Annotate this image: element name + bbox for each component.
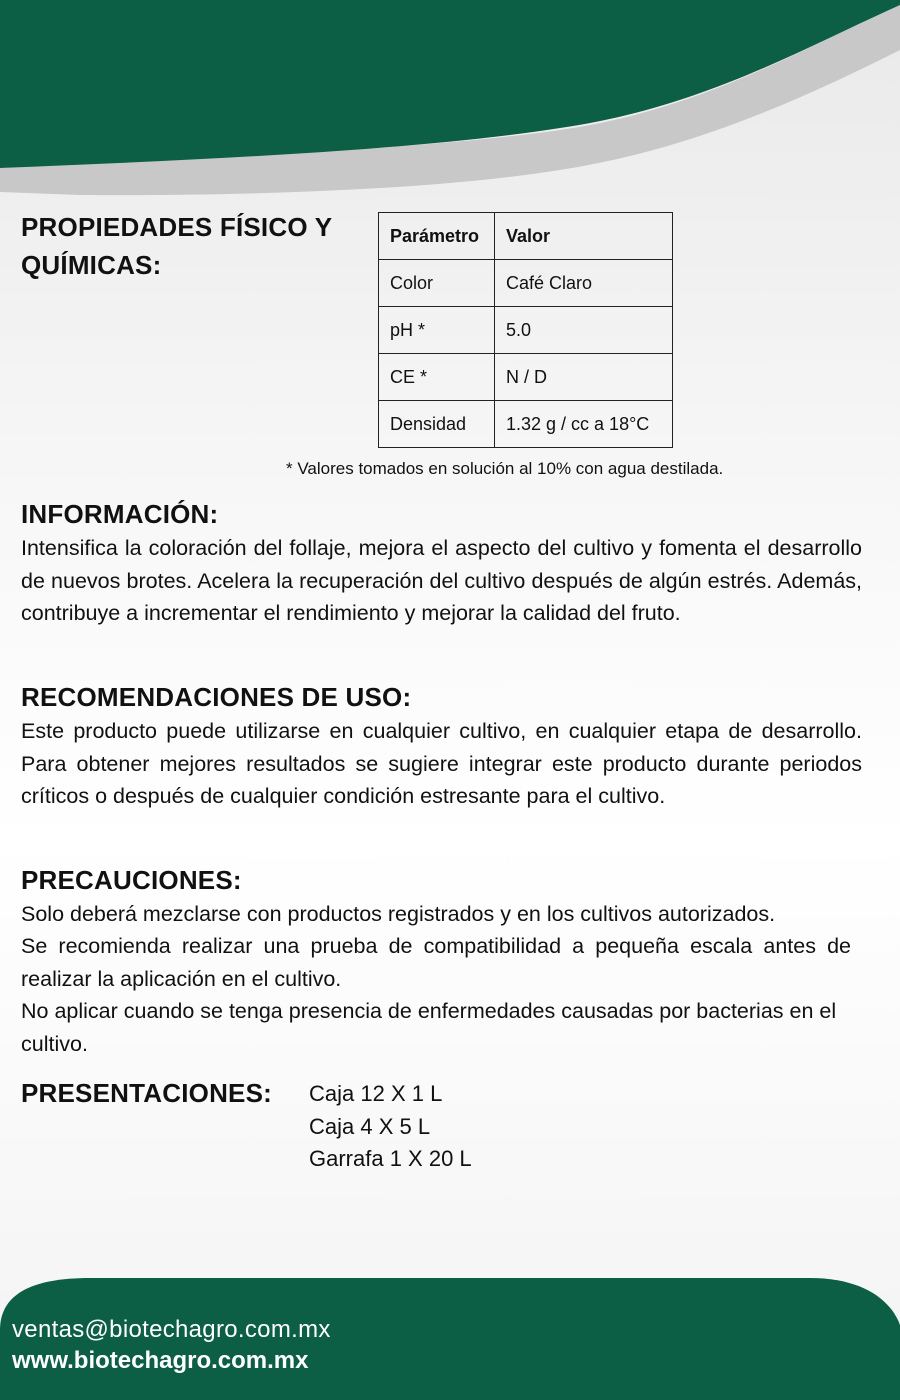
table-cell: N / D [495, 354, 673, 401]
list-item: Caja 4 X 5 L [309, 1113, 431, 1139]
informacion-title: INFORMACIÓN: [21, 499, 219, 529]
precauciones-line-3: No aplicar cuando se tenga presencia de enfermedades causadas por bacterias en el cultivo. [21, 999, 837, 1056]
precauciones-line-2: Se recomienda realizar una prueba de compatibilidad a pequeña escala antes de realizar la aplicación en el cultivo. [21, 934, 851, 991]
table-header-cell: Parámetro [379, 213, 495, 260]
recomendaciones-title: RECOMENDACIONES DE USO: [21, 682, 412, 712]
table-row [379, 307, 673, 354]
precauciones-title: PRECAUCIONES: [21, 865, 242, 895]
table-cell: CE * [379, 354, 495, 401]
table-cell: 5.0 [495, 307, 673, 354]
table-cell: Densidad [379, 401, 495, 448]
recomendaciones-text: Este producto puede utilizarse en cualquier cultivo, en cualquier etapa de desarrollo. Para obtener mejores resultados se sugiere integrar este producto durante periodos críticos o después de cualquier condición estresante para el cultivo. [21, 719, 862, 808]
table-header-cell: Valor [495, 213, 673, 260]
precauciones-line-1: Solo deberá mezclarse con productos registrados y en los cultivos autorizados. [21, 902, 776, 926]
table-row [379, 354, 673, 401]
header-wave [0, 0, 900, 220]
table-footnote: * Valores tomados en solución al 10% con agua destilada. [286, 459, 724, 478]
table-cell: 1.32 g / cc a 18°C [495, 401, 673, 448]
list-item: Caja 12 X 1 L [309, 1081, 443, 1106]
presentaciones-title: PRESENTACIONES: [21, 1078, 272, 1108]
email-link[interactable]: ventas@biotechagro.com.mx [12, 1316, 331, 1343]
website-link[interactable]: www.biotechagro.com.mx [12, 1347, 309, 1374]
presentaciones-list [309, 1078, 472, 1176]
table-cell: Color [379, 260, 495, 307]
list-item: Garrafa 1 X 20 L [309, 1146, 472, 1171]
properties-title: PROPIEDADES FÍSICO Y QUÍMICAS: [21, 212, 332, 280]
properties-table [378, 212, 673, 448]
informacion-text: Intensifica la coloración del follaje, mejora el aspecto del cultivo y fomenta el desarrollo de nuevos brotes. Acelera la recuperación del cultivo después de algún estrés. Además, contribuye a incrementar el rendimiento y mejorar la calidad del fruto. [21, 536, 862, 625]
table-cell: Café Claro [495, 260, 673, 307]
table-cell: pH * [379, 307, 495, 354]
table-row [379, 401, 673, 448]
contact-block [12, 1314, 331, 1376]
table-header-row [379, 213, 673, 260]
table-row [379, 260, 673, 307]
